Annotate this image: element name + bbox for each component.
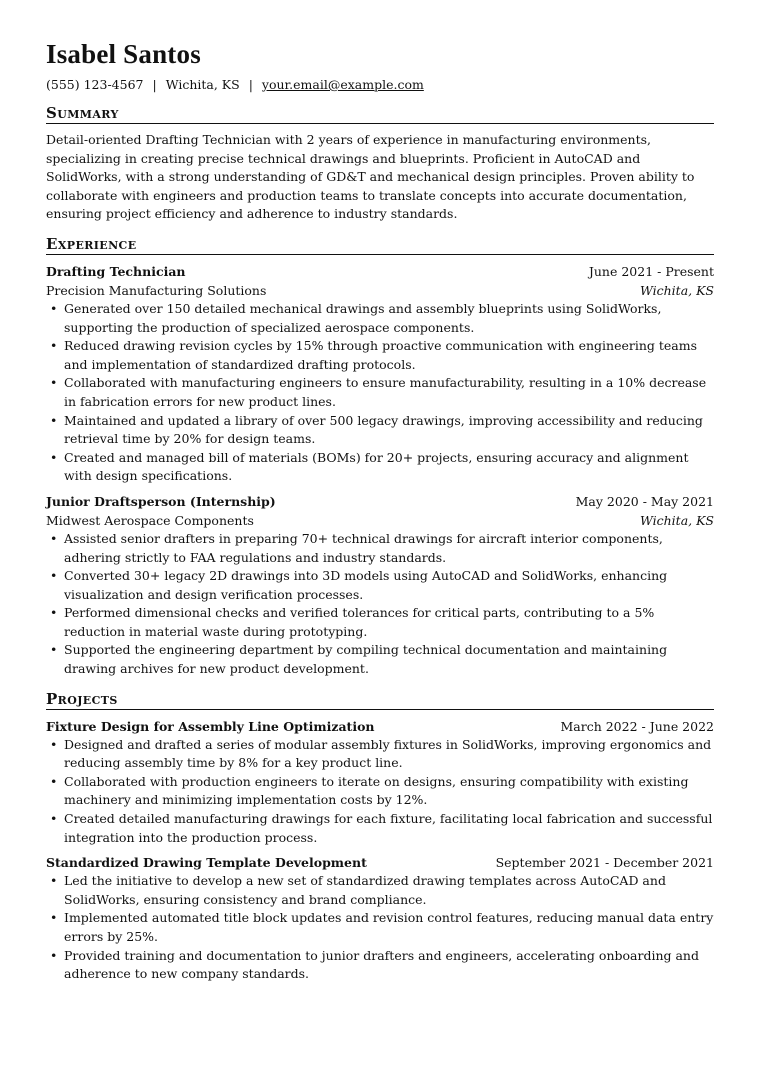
bullet-item: • Assisted senior drafters in preparing 70+ technical drawings for aircraft interior components, adhering strictly to FAA regulations and industry standards. [46,530,714,567]
bullet-item: • Collaborated with manufacturing engineers to ensure manufacturability, resulting in a 10% decrease in fabrication errors for new product lines. [46,374,714,411]
job-subheader [46,511,714,530]
bullet-item: • Collaborated with production engineers to iterate on designs, ensuring compatibility with existing machinery and minimizing implementation costs by 12%. [46,773,714,810]
bullet-item: • Maintained and updated a library of over 500 legacy drawings, improving accessibility and reducing retrieval time by 20% for design teams. [46,412,714,449]
job-subheader [46,281,714,300]
bullet-item: • Created and managed bill of materials (BOMs) for 20+ projects, ensuring accuracy and alignment with design specifications. [46,449,714,486]
company-name: Precision Manufacturing Solutions [46,282,267,298]
bullet-item: • Led the initiative to develop a new set of standardized drawing templates across AutoCAD and SolidWorks, ensuring consistency and brand compliance. [46,872,714,909]
contact-separator: | [248,77,253,92]
company-name: Midwest Aerospace Components [46,512,254,528]
job-title: Junior Draftsperson (Internship) [46,493,276,509]
job-title: Drafting Technician [46,263,186,279]
contact-line [46,76,714,93]
projects-list [46,717,714,984]
email-link[interactable]: your.email@example.com [261,77,424,92]
bullet-item: • Performed dimensional checks and verified tolerances for critical parts, contributing to a 5% reduction in material waste during prototyping. [46,604,714,641]
project-dates: March 2022 - June 2022 [560,718,714,734]
project-header [46,853,714,872]
bullet-item: • Implemented automated title block updates and revision control features, reducing manual data entry errors by 25%. [46,909,714,946]
candidate-name: Isabel Santos [46,39,201,69]
job-header [46,492,714,511]
project-title: Fixture Design for Assembly Line Optimization [46,718,375,734]
bullet-item: • Designed and drafted a series of modular assembly fixtures in SolidWorks, improving ergonomics and reducing assembly time by 8% for a key product line. [46,736,714,773]
summary-heading: Summary [46,104,714,124]
job-dates: May 2020 - May 2021 [575,493,714,509]
job-location: Wichita, KS [640,282,714,298]
job-bullets [46,300,714,486]
bullet-item: • Generated over 150 detailed mechanical drawings and assembly blueprints using SolidWorks, supporting the production of specialized aerospace components. [46,300,714,337]
projects-heading: Projects [46,690,714,710]
phone-number: (555) 123-4567 [46,77,144,92]
job-dates: June 2021 - Present [588,263,714,279]
job-location: Wichita, KS [640,512,714,528]
project-header [46,717,714,736]
contact-location: Wichita, KS [165,77,240,92]
project-bullets [46,872,714,984]
bullet-item: • Supported the engineering department by compiling technical documentation and maintaining drawing archives for new product development. [46,641,714,678]
project-title: Standardized Drawing Template Development [46,855,367,871]
job-bullets [46,530,714,679]
resume-page [46,38,714,984]
job-entry [46,262,714,486]
job-entry [46,492,714,679]
job-header [46,262,714,281]
bullet-item: • Reduced drawing revision cycles by 15% through proactive communication with engineering teams and implementation of standardized drafting protocols. [46,337,714,374]
summary-text: Detail-oriented Drafting Technician with 2 years of experience in manufacturing environments, specializing in creating precise technical drawings and blueprints. Proficient in AutoCAD and SolidWorks, with a strong understanding of GD&T and mechanical design principles. Proven ability to collaborate with engineers and production teams to translate concepts into accurate documentation, ensuring project efficiency and adherence to industry standards. [46,132,695,222]
experience-list [46,262,714,679]
project-entry [46,853,714,984]
bullet-item: • Created detailed manufacturing drawings for each fixture, facilitating local fabrication and successful integration into the production process. [46,810,714,847]
contact-separator: | [152,77,157,92]
experience-heading: Experience [46,235,714,255]
project-bullets [46,736,714,848]
bullet-item: • Provided training and documentation to junior drafters and engineers, accelerating onboarding and adherence to new company standards. [46,947,714,984]
project-entry [46,717,714,848]
project-dates: September 2021 - December 2021 [495,855,714,871]
bullet-item: • Converted 30+ legacy 2D drawings into 3D models using AutoCAD and SolidWorks, enhancing visualization and design verification processes. [46,567,714,604]
